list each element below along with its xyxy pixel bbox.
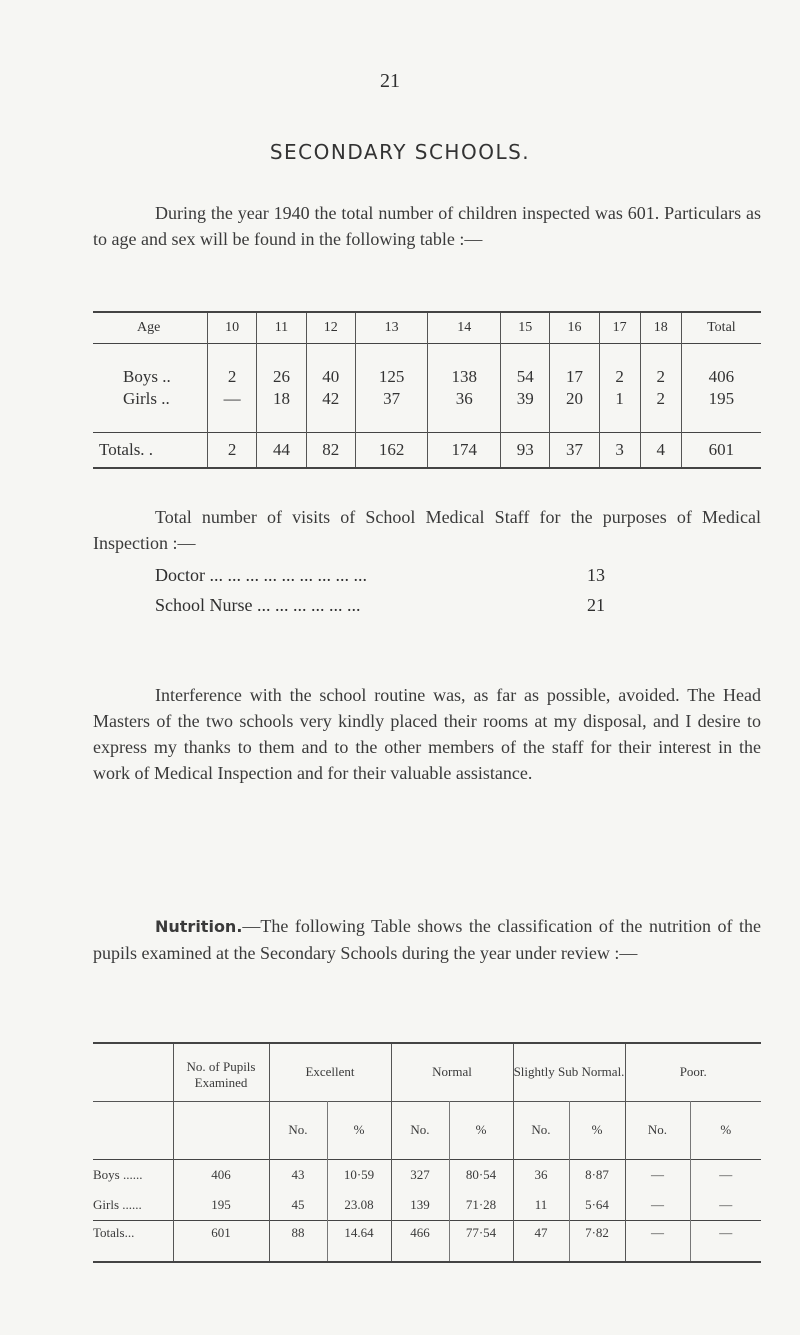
cell: 37 (355, 388, 428, 410)
header-total: Total (681, 312, 761, 344)
cell: 1 (599, 388, 640, 410)
visit-value: 13 (587, 565, 605, 585)
interference-text: Interference with the school routine was, as far as possible, avoided. The Head Masters of the two schools very kindly placed their rooms at my disposal, and I desire to express my thanks to them and to the other members of the staff for their interest in the work of Medical Inspection and for their valuable assistance. (93, 685, 761, 783)
cell: 5·64 (569, 1190, 625, 1221)
cell: 195 (681, 388, 761, 410)
cell: 36 (428, 388, 501, 410)
header-11: 11 (257, 312, 306, 344)
visits-list (155, 565, 605, 625)
header-excellent: Excellent (269, 1043, 391, 1101)
header-10: 10 (208, 312, 257, 344)
cell: 44 (257, 433, 306, 469)
cell: 43 (269, 1159, 327, 1190)
header-age: Age (137, 320, 161, 335)
cell: 88 (269, 1220, 327, 1262)
cell: 17 (550, 366, 599, 388)
cell: 406 (681, 366, 761, 388)
cell: — (208, 388, 257, 410)
cell: 20 (550, 388, 599, 410)
cell: — (690, 1190, 761, 1221)
cell: 80·54 (449, 1159, 513, 1190)
list-item (155, 565, 605, 595)
row-label: Boys ...... (93, 1166, 143, 1182)
cell: 139 (391, 1190, 449, 1221)
cell: 45 (269, 1190, 327, 1221)
cell: 162 (355, 433, 428, 469)
cell: 47 (513, 1220, 569, 1262)
intro-paragraph (93, 200, 761, 252)
intro-text: During the year 1940 the total number of children inspected was 601. Particulars as to age and sex will be found in the following table :— (93, 203, 761, 249)
nutrition-header (93, 1043, 761, 1101)
cell: 8·87 (569, 1159, 625, 1190)
cell: 2 (208, 366, 257, 388)
sub-pct: % (690, 1101, 761, 1159)
cell: 2 (599, 366, 640, 388)
page-number: 21 (380, 70, 400, 92)
nutrition-text: —The following Table shows the classification of the nutrition of the pupils examined at the Secondary Schools during the year under review :— (93, 916, 761, 963)
cell: 23.08 (327, 1190, 391, 1221)
header-examined: No. of Pupils Examined (173, 1043, 269, 1101)
totals-label: Totals... (93, 1224, 135, 1240)
cell: 10·59 (327, 1159, 391, 1190)
table-row (93, 366, 761, 388)
cell: — (690, 1159, 761, 1190)
cell: 42 (306, 388, 355, 410)
cell: 125 (355, 366, 428, 388)
cell: — (625, 1159, 690, 1190)
cell: 26 (257, 366, 306, 388)
visits-intro-text: Total number of visits of School Medical Staff for the purposes of Medical Inspection :— (93, 507, 761, 553)
totals-label: Totals. . (99, 440, 154, 459)
age-table (93, 311, 761, 469)
cell: — (690, 1220, 761, 1262)
header-14: 14 (428, 312, 501, 344)
totals-row (93, 433, 761, 469)
sub-no: No. (269, 1101, 327, 1159)
header-normal: Normal (391, 1043, 513, 1101)
sub-pct: % (569, 1101, 625, 1159)
cell: 466 (391, 1220, 449, 1262)
row-label: Girls .. (123, 389, 170, 408)
cell: 4 (640, 433, 681, 469)
cell: 7·82 (569, 1220, 625, 1262)
nutrition-lead: Nutrition. (155, 917, 243, 936)
cell: 36 (513, 1159, 569, 1190)
visit-label: School Nurse ... ... ... ... ... ... (155, 595, 361, 615)
header-15: 15 (501, 312, 550, 344)
sub-no: No. (625, 1101, 690, 1159)
cell: 71·28 (449, 1190, 513, 1221)
cell: 601 (681, 433, 761, 469)
cell: 327 (391, 1159, 449, 1190)
cell: — (625, 1190, 690, 1221)
sub-no: No. (513, 1101, 569, 1159)
totals-row (93, 1220, 761, 1262)
cell: 3 (599, 433, 640, 469)
cell: 174 (428, 433, 501, 469)
row-label: Girls ...... (93, 1196, 142, 1212)
cell: 18 (257, 388, 306, 410)
cell: 93 (501, 433, 550, 469)
cell: 195 (173, 1190, 269, 1221)
table-row (93, 1190, 761, 1221)
cell: 2 (640, 366, 681, 388)
sub-no: No. (391, 1101, 449, 1159)
header-13: 13 (355, 312, 428, 344)
cell: 77·54 (449, 1220, 513, 1262)
sub-pct: % (327, 1101, 391, 1159)
row-label: Boys .. (123, 367, 171, 386)
cell: 39 (501, 388, 550, 410)
header-18: 18 (640, 312, 681, 344)
visit-label: Doctor ... ... ... ... ... ... ... ... ... (155, 565, 367, 585)
cell: 11 (513, 1190, 569, 1221)
header-sub-normal: Slightly Sub Normal. (513, 1043, 625, 1101)
cell: 37 (550, 433, 599, 469)
header-17: 17 (599, 312, 640, 344)
interference-paragraph (93, 682, 761, 786)
cell: 82 (306, 433, 355, 469)
cell: 40 (306, 366, 355, 388)
nutrition-table (93, 1042, 761, 1263)
cell: 406 (173, 1159, 269, 1190)
visit-value: 21 (587, 595, 605, 615)
cell: 2 (640, 388, 681, 410)
nutrition-subheader (93, 1101, 761, 1159)
header-poor: Poor. (625, 1043, 761, 1101)
cell: — (625, 1220, 690, 1262)
cell: 14.64 (327, 1220, 391, 1262)
header-16: 16 (550, 312, 599, 344)
list-item (155, 595, 605, 625)
cell: 601 (173, 1220, 269, 1262)
section-heading: SECONDARY SCHOOLS. (269, 140, 531, 164)
sub-pct: % (449, 1101, 513, 1159)
header-12: 12 (306, 312, 355, 344)
nutrition-paragraph (93, 913, 761, 966)
visits-intro (93, 504, 761, 556)
cell: 138 (428, 366, 501, 388)
cell: 2 (208, 433, 257, 469)
table-row (93, 1159, 761, 1190)
age-table-header (93, 312, 761, 344)
table-row (93, 388, 761, 410)
cell: 54 (501, 366, 550, 388)
